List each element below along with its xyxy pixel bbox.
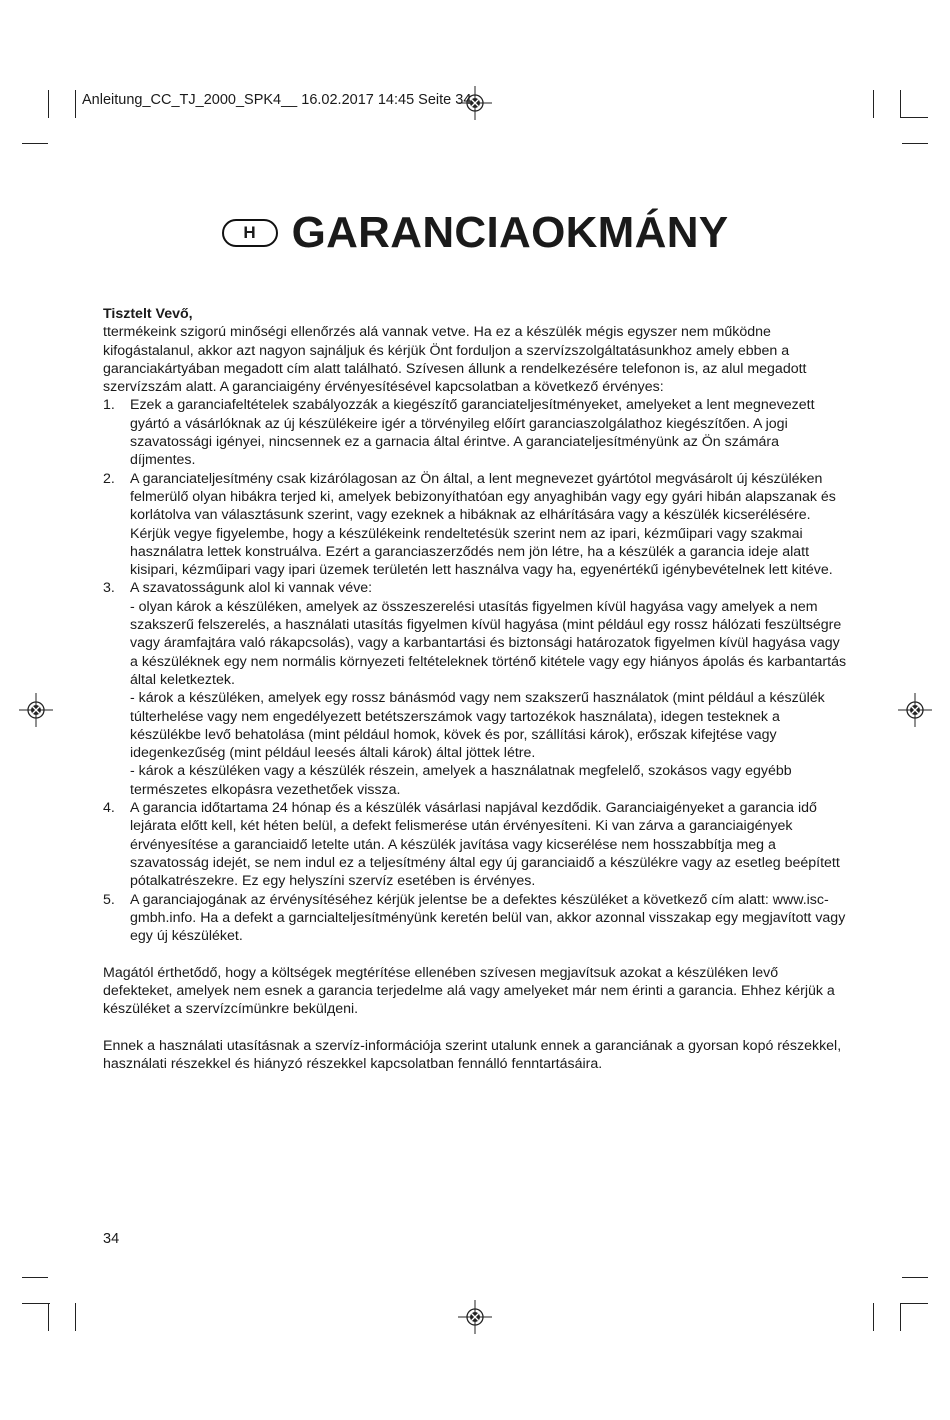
closing-paragraph: Magától érthetődő, hogy a költségek megtérítése ellenében szívesen megjavítsuk azokat a készüléken levő defekteket, amelyek nem esnek a garancia terjedelme alá vagy amelyeket már nem érinti a garancia. Ehhez kérjük a készüléket a szervízcímünkre bekülдeni. bbox=[103, 964, 835, 1018]
crop-mark bbox=[75, 1303, 76, 1331]
document-body bbox=[103, 305, 848, 1073]
item-number: 2. bbox=[103, 470, 115, 487]
crop-mark bbox=[902, 143, 928, 144]
list-item bbox=[103, 396, 848, 469]
intro-paragraph: ttermékeink szigorú minőségi ellenőrzés alá vannak vetve. Ha ez a készülék mégis egyszer nem működne kifogástalanul, akkor azt nagyon sajnáljuk és kérjük Önt forduljon a szervízszolgáltatásunkhoz amely ebben a garanciakártyában megadott cím alatt található. Szívesen állunk a rendelkezésére telefonon is, az alul megadott szervízszám alatt. A garanciaigény érvényesítésével kapcsolatban a következő érvényes: bbox=[103, 324, 807, 396]
crop-mark bbox=[900, 90, 901, 118]
registration-mark-icon bbox=[898, 693, 932, 727]
crop-mark bbox=[873, 1303, 874, 1331]
crop-mark bbox=[75, 90, 76, 118]
registration-mark-icon bbox=[458, 1300, 492, 1334]
list-item bbox=[103, 579, 848, 799]
crop-mark bbox=[22, 143, 48, 144]
crop-mark bbox=[48, 1303, 49, 1331]
item-paragraph: A garanciajogának az érvénysítéséhez kérjük jelentse be a defektes készüléket a következő cím alatt: www.isc-gmbh.info. Ha a defekt a garncialteljesítményünk keretén belül van, akkor azonnal visszakap egy megjavított vagy egy új készüléket. bbox=[130, 891, 846, 945]
list-item bbox=[103, 891, 848, 946]
item-paragraph: A garanciateljesítmény csak kizárólagosan az Ön által, a lent megnevezet gyártótol megvásárolt új készüléken felmerülő olyan hibákra terjed ki, amelyek bebizonyíthatóan egy anyaghibán vagy egy gyári hibán alapszanak és korlátolva van választásunk szerint, vagy ezeknek a hibáknak az elhárítására vagy a készülék kicserélésére. bbox=[130, 470, 836, 524]
item-number: 3. bbox=[103, 580, 115, 597]
crop-mark bbox=[900, 1303, 901, 1331]
closing-paragraph: Ennek a használati utasításnak a szervíz-információja szerint utalunk ennek a garanciának a gyorsan kopó részekkel, használati részekkel és hiányzó részekkel kapcsolatban fennálló fenntartásáira. bbox=[103, 1037, 842, 1073]
crop-mark bbox=[48, 90, 49, 118]
item-paragraph: A garancia időtartama 24 hónap és a készülék vásárlasi napjával kezdődik. Garanciaigényeket a garancia idő lejárata előtt kell, két héten belül, a defekt felismerése után érvényesíteni. Ki van zárva a garanciaigények érvényesítése a garanciaidő letelte után. A készülék javítása vagy kicserélése nem hosszabbítja meg a szavatosság idejét, se nem indul ez a teljesítmény által egy új garanciaidő a készülékre vagy az esetleg beépített pótalkatrészekre. Ez egy helyszíni szervíz esetében is érvényes. bbox=[130, 800, 840, 890]
item-paragraph: Kérjük vegye figyelembe, hogy a készülékeink rendeltetésük szerint nem az ipari, kézműipari vagy szakmai használatra lettek konstruálva. Ezért a garanciaszerződés nem jön létre, ha a készülék a garancia ideje alatt kisipari, kézműipari vagy ipari üzemek területén lett használva vagy ha, egyenértékű igénybevételnek lett kitéve. bbox=[130, 525, 833, 579]
item-paragraph: - károk a készüléken vagy a készülék részein, amelyek a használatnak megfelelő, szokásos vagy egyébb természetes elkopásra vezethetőek vissza. bbox=[130, 763, 792, 798]
crop-mark bbox=[900, 117, 928, 118]
item-number: 5. bbox=[103, 891, 115, 908]
crop-mark bbox=[873, 90, 874, 118]
terms-list bbox=[103, 396, 848, 945]
country-code-badge: H bbox=[222, 219, 278, 247]
crop-mark bbox=[900, 1303, 928, 1304]
list-item bbox=[103, 470, 848, 580]
item-paragraph: Ezek a garanciafeltételek szabályozzák a kiegészítő garanciateljesítményeket, amelyeket a lent megnevezett gyártó a vásárlóknak az új készülékeire igér a törvényileg előírt garanciaszolgálathoz kiegészítően. A jogi szavatossági igényei, nincsennek ez a garnacia által érintve. A garanciateljesítményünk az Ön számára díjmentes. bbox=[130, 397, 815, 469]
item-paragraph: - károk a készüléken, amelyek egy rossz bánásmód vagy nem szakszerű használatok (mint például a készülék túlterhelése vagy nem engedélyezett betétszerszámok vagy tartozékok használata), idegen testeknek a készülékbe levő behatolása (mint például homok, kövek és por, szállítási károk), erőszak kifejtése vagy idegenkezűség (mint például leesés általi károk) által jöttek létre. bbox=[130, 690, 825, 762]
item-paragraph: A szavatosságunk alol ki vannak véve: bbox=[130, 580, 373, 597]
crop-mark bbox=[22, 1277, 48, 1278]
list-item bbox=[103, 799, 848, 890]
registration-mark-icon bbox=[19, 693, 53, 727]
greeting: Tisztelt Vevő, bbox=[103, 306, 193, 322]
crop-mark bbox=[22, 1303, 50, 1304]
title-row bbox=[0, 208, 950, 258]
item-number: 1. bbox=[103, 397, 115, 414]
print-slug-header: Anleitung_CC_TJ_2000_SPK4__ 16.02.2017 14:45 Seite 34 bbox=[82, 92, 472, 108]
item-paragraph: - olyan károk a készüléken, amelyek az összeszerelési utasítás figyelmen kívül hagyása vagy amelyek a nem szakszerű felszerelés, a használati utasítás figyelmen kívül hagyása (mint például egy rossz hálózati feszültségre vagy áramfajtára való rákapcsolás), vagy a karbantartási és biztonsági határozatok figyelmen kívül hagyása vagy a készüléknek egy nem normális környezeti feltételeknek történő kitétele vagy egy hiányos ápolás és karbantartás által keletkeztek. bbox=[130, 598, 847, 688]
crop-mark bbox=[902, 1277, 928, 1278]
page-number: 34 bbox=[103, 1231, 120, 1247]
page-title: GARANCIAOKMÁNY bbox=[291, 208, 729, 257]
item-number: 4. bbox=[103, 800, 115, 817]
